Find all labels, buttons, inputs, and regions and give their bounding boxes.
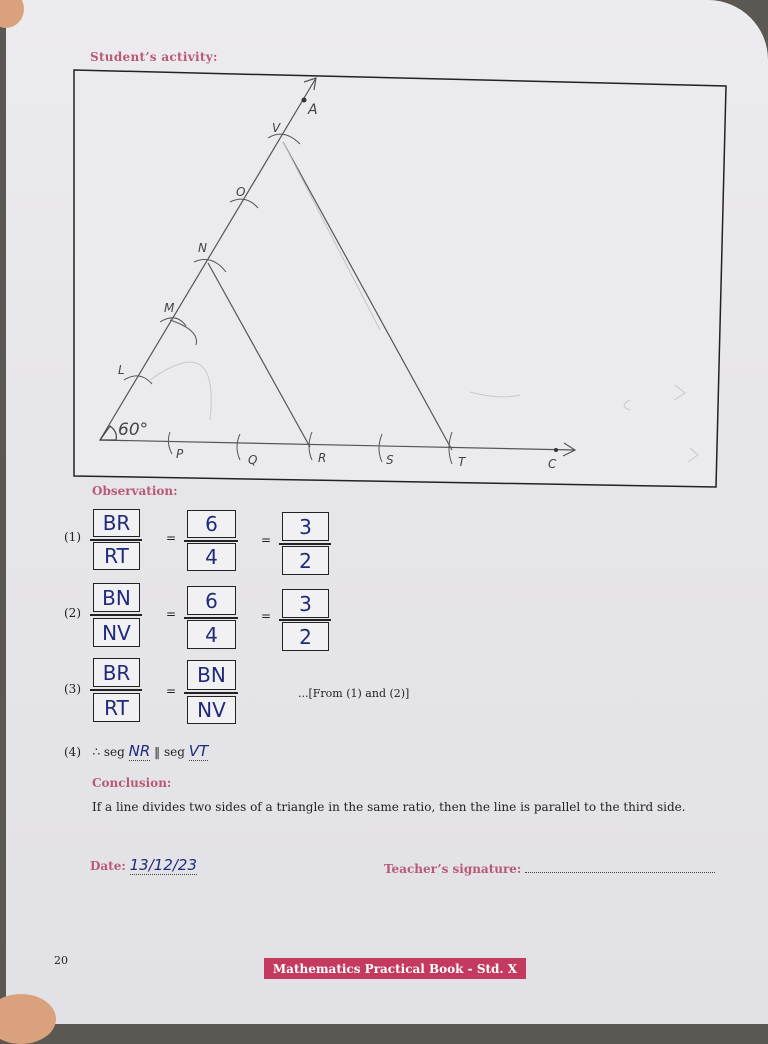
row-1-a-bar [90,539,142,541]
date-line [90,856,197,874]
row-1-b-bottom: 4 [187,543,236,571]
label-c: C [548,457,557,471]
row-2-b-top: 6 [187,586,236,615]
row-2-c-bar [279,619,331,621]
row-2-a-bottom: NV [93,618,140,647]
row-2-a-top: BN [93,583,140,612]
label-m: M [164,301,175,315]
row-1-eq-2: = [261,533,272,547]
row-1-c-bottom: 2 [282,546,329,575]
row-3-note: ...[From (1) and (2)] [298,687,410,700]
activity-heading: Student’s activity: [90,50,218,64]
row-4-mid: ‖ seg [154,745,185,759]
page-number: 20 [54,954,68,967]
label-n: N [198,241,207,255]
row-4-number: (4) [64,745,81,759]
row-3-a-bottom: RT [93,693,140,722]
conclusion-heading: Conclusion: [92,776,172,790]
row-2-c-bottom: 2 [282,622,329,651]
row-3-a-bar [90,689,142,691]
label-t: T [458,455,466,469]
row-1-c-top: 3 [282,512,329,541]
conclusion-text: If a line divides two sides of a triangle in the same ratio, then the line is parallel to the third side. [92,800,686,814]
row-3-b-bar [184,692,238,694]
label-v: V [272,121,281,135]
row-2-eq-2: = [261,609,272,623]
observation-heading: Observation: [92,484,178,498]
row-1-eq-1: = [166,531,177,545]
row-4-prefix: ∴ seg [92,745,125,759]
row-1-a-top: BR [93,509,140,537]
book-title-badge: Mathematics Practical Book - Std. X [264,958,526,979]
label-r: R [318,451,327,465]
row-3-number: (3) [64,682,81,696]
row-1-a-bottom: RT [93,542,140,570]
point-c [554,448,558,452]
date-label: Date: [90,859,126,873]
label-a: A [308,102,318,118]
row-1-b-bar [184,540,238,542]
row-3-b-bottom: NV [187,696,236,724]
row-4-seg-1: NR [128,742,151,760]
signature-line [384,862,715,876]
label-s: S [386,453,394,467]
row-2-a-bar [90,614,142,616]
label-q: Q [248,453,258,467]
label-o: O [236,185,246,199]
row-2-number: (2) [64,606,81,620]
date-value: 13/12/23 [129,856,197,874]
row-3-eq-1: = [166,684,177,698]
row-4-statement [64,742,208,760]
row-2-b-bottom: 4 [187,620,236,649]
label-angle: 60° [118,420,149,440]
figure-frame [74,70,726,487]
row-3-b-top: BN [187,660,236,690]
row-1-c-bar [279,543,331,545]
label-p: P [176,447,184,461]
row-4-seg-2: VT [188,742,209,760]
row-3-a-top: BR [93,658,140,687]
row-2-c-top: 3 [282,589,329,618]
signature-label: Teacher’s signature: [384,862,522,876]
label-l: L [118,363,125,377]
row-2-eq-1: = [166,607,177,621]
row-1-b-top: 6 [187,510,236,538]
row-1-number: (1) [64,530,81,544]
signature-dots [525,872,715,873]
point-a [302,98,307,103]
row-2-b-bar [184,617,238,619]
